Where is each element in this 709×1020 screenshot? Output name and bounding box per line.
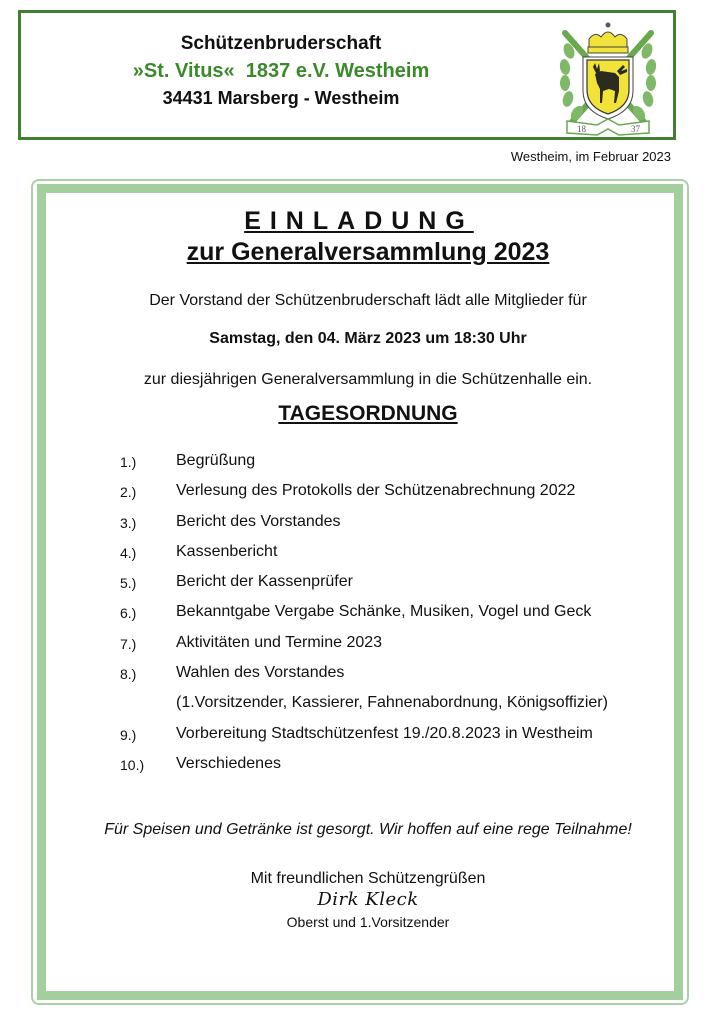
agenda-item: [120, 723, 680, 753]
agenda-title: TAGESORDNUNG: [278, 402, 458, 425]
invitation-title: EINLADUNG: [244, 207, 474, 235]
agenda-number: 3.): [120, 514, 137, 531]
agenda-number: 6.): [120, 605, 137, 622]
greeting: Mit freundlichen Schützengrüßen: [250, 870, 486, 887]
svg-text:37: 37: [631, 124, 640, 134]
agenda-item: [120, 632, 680, 662]
agenda-text: Aktivitäten und Termine 2023: [176, 633, 383, 651]
svg-text:18: 18: [577, 124, 586, 134]
org-address: 34431 Marsberg - Westheim: [162, 88, 400, 108]
agenda-text: Verschiedenes: [176, 754, 281, 772]
agenda-text: Wahlen des Vorstandes: [176, 664, 345, 682]
signature: Dirk Kleck: [317, 889, 419, 910]
agenda-number: 8.): [120, 666, 137, 683]
intro-text-2: zur diesjährigen Generalversammlung in die Schützenhalle ein.: [143, 371, 593, 388]
agenda-text: Begrüßung: [176, 452, 256, 469]
agenda-number: 10.): [120, 756, 145, 773]
agenda-number: 5.): [120, 575, 137, 592]
agenda-number: 7.): [120, 635, 137, 652]
closing-note: Für Speisen und Getränke ist gesorgt. Wir hoffen auf eine rege Teilnahme!: [104, 821, 632, 838]
agenda-item: [120, 753, 680, 783]
agenda-item: [120, 541, 680, 571]
agenda-item: [120, 511, 680, 541]
agenda-number: 9.): [120, 726, 137, 743]
org-subtitle: »St. Vitus« 1837 e.V. Westheim: [132, 60, 430, 82]
agenda-text: Verlesung des Protokolls der Schützenabrechnung 2022: [176, 482, 576, 500]
agenda-item: [120, 480, 680, 510]
agenda-number: 4.): [120, 544, 137, 561]
agenda-item-continuation: [120, 692, 680, 722]
agenda-text: Bekanntgabe Vergabe Schänke, Musiken, Vogel und Geck: [176, 603, 592, 621]
agenda-text: Vorbereitung Stadtschützenfest 19./20.8.2023 in Westheim: [176, 724, 593, 742]
agenda-text: Kassenbericht: [176, 542, 278, 560]
invitation-subtitle: zur Generalversammlung 2023: [186, 238, 550, 266]
agenda-list: [120, 450, 680, 783]
date-line: Westheim, im Februar 2023: [510, 149, 671, 164]
signer-role: Oberst und 1.Vorsitzender: [286, 914, 450, 930]
event-datetime: Samstag, den 04. März 2023 um 18:30 Uhr: [209, 330, 527, 347]
org-name: Schützenbruderschaft: [180, 33, 382, 54]
agenda-item: [120, 450, 680, 480]
agenda-text: Bericht der Kassenprüfer: [176, 573, 353, 591]
agenda-item: [120, 571, 680, 601]
agenda-item: [120, 601, 680, 631]
agenda-item: [120, 662, 680, 692]
agenda-number: 1.): [120, 454, 137, 470]
coat-of-arms-icon: [553, 19, 663, 137]
letterhead: [18, 10, 676, 140]
agenda-text: (1.Vorsitzender, Kassierer, Fahnenabordnung, Königsoffizier): [176, 694, 608, 712]
agenda-number: 2.): [120, 484, 137, 501]
agenda-text: Bericht des Vorstandes: [176, 512, 341, 530]
intro-text: Der Vorstand der Schützenbruderschaft lädt alle Mitglieder für: [149, 292, 587, 309]
